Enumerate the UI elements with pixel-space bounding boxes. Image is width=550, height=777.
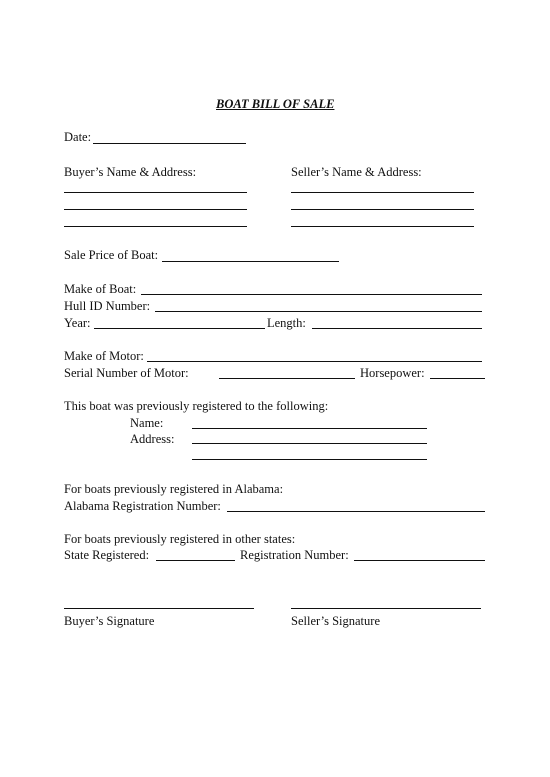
buyer-address-line-2[interactable]: [64, 209, 247, 210]
hull-id-field[interactable]: [155, 311, 482, 312]
previous-address-line-1[interactable]: [192, 443, 427, 444]
length-field[interactable]: [312, 328, 482, 329]
make-of-boat-field[interactable]: [141, 294, 482, 295]
state-registered-field[interactable]: [156, 560, 235, 561]
registration-number-label: Registration Number:: [240, 548, 349, 562]
year-field[interactable]: [94, 328, 265, 329]
seller-address-line-1[interactable]: [291, 192, 474, 193]
buyer-address-line-3[interactable]: [64, 226, 247, 227]
seller-signature-line[interactable]: [291, 608, 481, 609]
buyer-address-line-1[interactable]: [64, 192, 247, 193]
make-of-motor-field[interactable]: [147, 361, 482, 362]
buyer-signature-label: Buyer’s Signature: [64, 614, 155, 628]
document-title: BOAT BILL OF SALE: [216, 97, 335, 111]
seller-signature-label: Seller’s Signature: [291, 614, 380, 628]
previous-name-field[interactable]: [192, 428, 427, 429]
serial-number-motor-label: Serial Number of Motor:: [64, 366, 189, 380]
date-label: Date:: [64, 130, 92, 144]
make-of-boat-label: Make of Boat:: [64, 282, 137, 296]
previous-address-line-2[interactable]: [192, 459, 427, 460]
previous-address-label: Address:: [130, 432, 175, 446]
seller-address-line-2[interactable]: [291, 209, 474, 210]
previous-registration-heading: This boat was previously registered to the following:: [64, 399, 329, 413]
buyer-name-address-label: Buyer’s Name & Address:: [64, 165, 197, 179]
alabama-heading: For boats previously registered in Alabama:: [64, 482, 284, 496]
sale-price-field[interactable]: [162, 261, 339, 262]
registration-number-field[interactable]: [354, 560, 485, 561]
buyer-signature-line[interactable]: [64, 608, 254, 609]
alabama-registration-field[interactable]: [227, 511, 485, 512]
alabama-registration-label: Alabama Registration Number:: [64, 499, 221, 513]
other-states-heading: For boats previously registered in other states:: [64, 532, 296, 546]
seller-name-address-label: Seller’s Name & Address:: [291, 165, 422, 179]
state-registered-label: State Registered:: [64, 548, 150, 562]
hull-id-label: Hull ID Number:: [64, 299, 151, 313]
sale-price-label: Sale Price of Boat:: [64, 248, 159, 262]
year-label: Year:: [64, 316, 91, 330]
previous-name-label: Name:: [130, 416, 164, 430]
date-field[interactable]: [93, 143, 246, 144]
length-label: Length:: [267, 316, 306, 330]
horsepower-label: Horsepower:: [360, 366, 425, 380]
horsepower-field[interactable]: [430, 378, 485, 379]
seller-address-line-3[interactable]: [291, 226, 474, 227]
make-of-motor-label: Make of Motor:: [64, 349, 144, 363]
serial-number-motor-field[interactable]: [219, 378, 355, 379]
